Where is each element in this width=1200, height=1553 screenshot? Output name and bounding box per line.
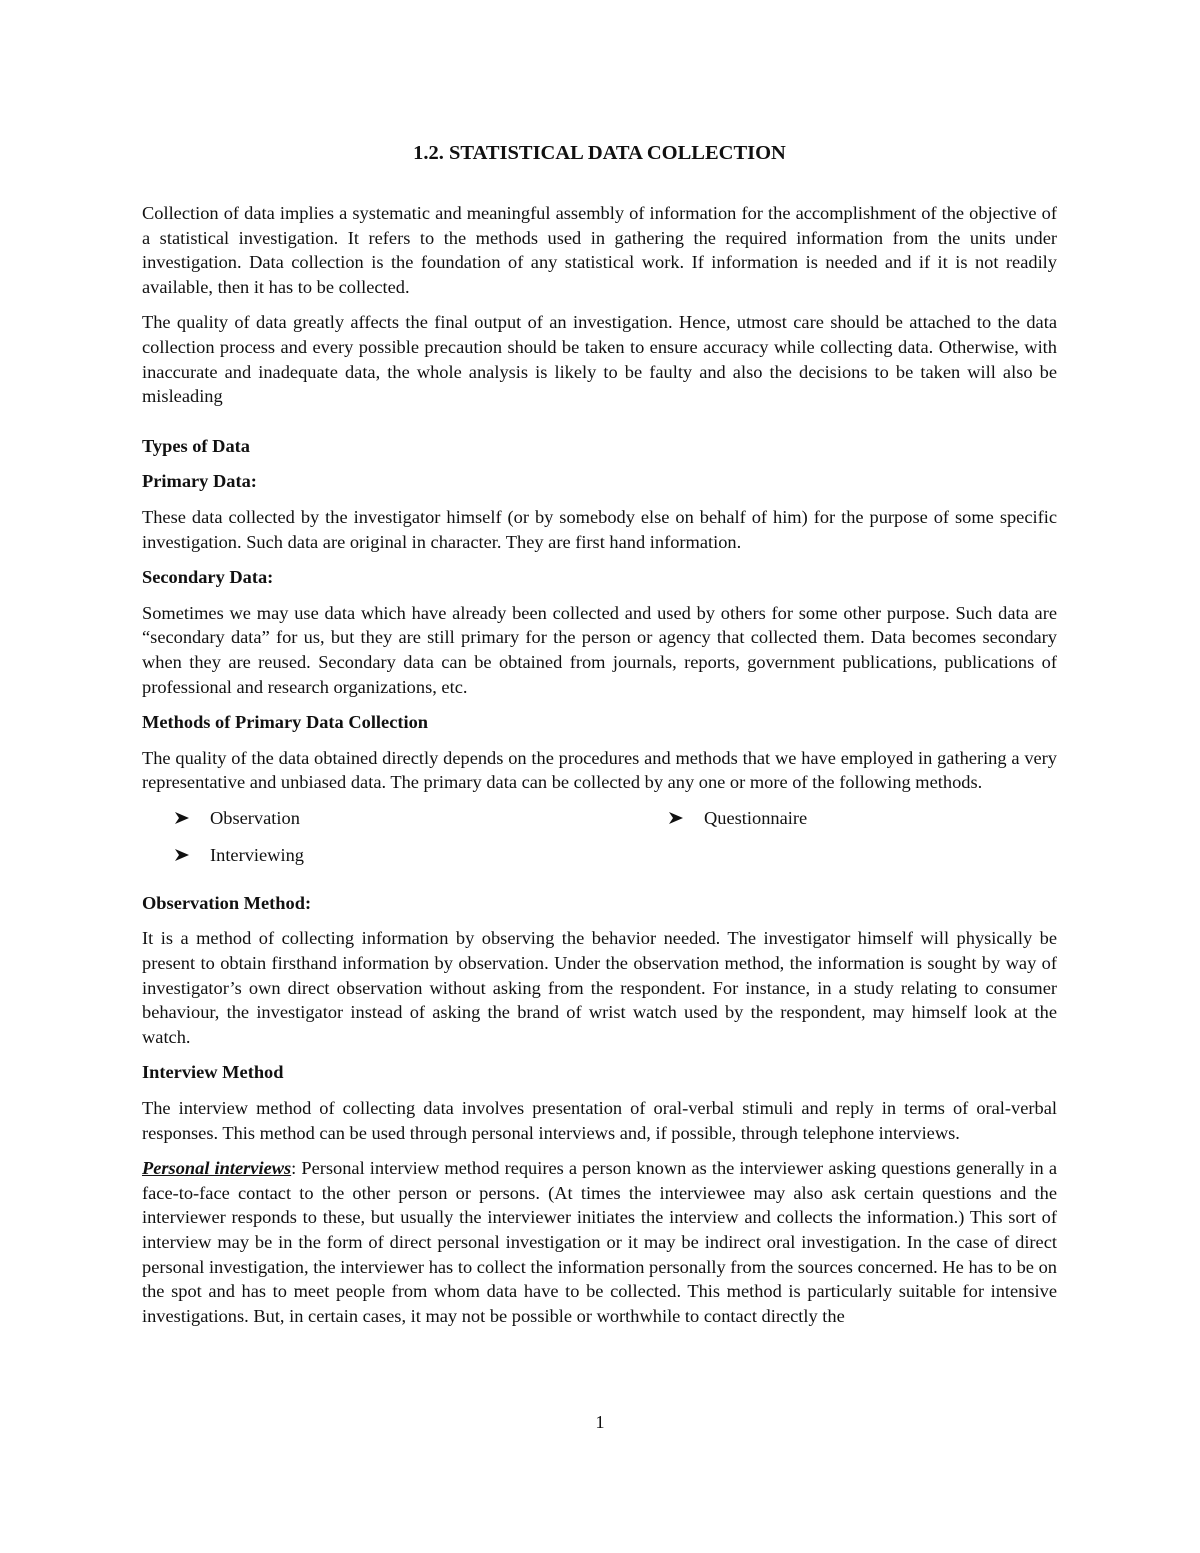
primary-data-heading: Primary Data: xyxy=(142,471,257,492)
arrowhead-bullet-icon xyxy=(636,811,704,825)
list-item xyxy=(142,843,304,868)
methods-bullet-list xyxy=(142,806,1057,880)
personal-interviews-text: : Personal interview method requires a person known as the interviewer asking questions generally in a face-to-face contact to the other person or persons. (At times the interviewee may also ask certain questions and the interviewer responds to these, but usually the interviewer initiates the interview and collects the information.) This sort of interview may be in the form of direct personal investigation or it may be indirect oral investigation. In the case of direct personal investigation, the interviewer has to collect the information personally from the sources concerned. He has to be on the spot and has to meet people from whom data have to be collected. This method is particularly suitable for intensive investigations. But, in certain cases, it may not be possible or worthwhile to contact directly the xyxy=(142,1158,1057,1326)
bullet-label: Questionnaire xyxy=(704,807,808,828)
interview-method-heading: Interview Method xyxy=(142,1062,284,1083)
personal-interviews-paragraph xyxy=(142,1156,1057,1328)
intro-paragraph-2: The quality of data greatly affects the final output of an investigation. Hence, utmost care should be attached to the data collection process and every possible precaution should be taken to ensure accuracy while collecting data. Otherwise, with inaccurate and inadequate data, the whole analysis is likely to be faulty and also the decisions to be taken will also be misleading xyxy=(142,312,1057,407)
bullet-label: Observation xyxy=(210,807,300,828)
personal-interviews-lead: Personal interviews xyxy=(142,1158,292,1179)
arrowhead-bullet-icon xyxy=(142,811,210,825)
secondary-data-paragraph: Sometimes we may use data which have already been collected and used by others for some other purpose. Such data are “secondary data” for us, but they are still primary for the person or agency that collected them. Data becomes secondary when they are reused. Secondary data can be obtained from journals, reports, government publications, publications of professional and research organizations, etc. xyxy=(142,602,1057,697)
methods-heading: Methods of Primary Data Collection xyxy=(142,712,429,733)
list-item xyxy=(636,806,807,831)
secondary-data-heading: Secondary Data: xyxy=(142,567,274,588)
page-number: 1 xyxy=(595,1412,605,1432)
observation-method-paragraph: It is a method of collecting information by observing the behavior needed. The investigator himself will physically be present to obtain firsthand information by observation. Under the observation method, the information is sought by way of investigator’s own direct observation without asking from the respondent. For instance, in a study relating to consumer behaviour, the investigator instead of asking the brand of wrist watch used by the respondent, may himself look at the watch. xyxy=(142,928,1057,1047)
methods-paragraph: The quality of the data obtained directly depends on the procedures and methods that we have employed in gathering a very representative and unbiased data. The primary data can be collected by any one or more of the following methods. xyxy=(142,747,1057,793)
interview-method-paragraph: The interview method of collecting data involves presentation of oral-verbal stimuli and reply in terms of oral-verbal responses. This method can be used through personal interviews and, if possible, through telephone interviews. xyxy=(142,1098,1057,1143)
observation-method-heading: Observation Method: xyxy=(142,892,312,913)
types-of-data-heading: Types of Data xyxy=(142,435,250,456)
bullet-label: Interviewing xyxy=(210,844,304,865)
primary-data-paragraph: These data collected by the investigator himself (or by somebody else on behalf of him) for the purpose of some specific investigation. Such data are original in character. They are first hand information. xyxy=(142,506,1057,552)
document-page xyxy=(142,140,1057,1339)
list-item xyxy=(142,806,300,831)
page-title: 1.2. STATISTICAL DATA COLLECTION xyxy=(413,142,786,164)
arrowhead-bullet-icon xyxy=(142,848,210,862)
intro-paragraph-1: Collection of data implies a systematic and meaningful assembly of information for the accomplishment of the objective of a statistical investigation. It refers to the methods used in gathering the required information from the units under investigation. Data collection is the foundation of any statistical work. If information is needed and if it is not readily available, then it has to be collected. xyxy=(142,203,1057,297)
